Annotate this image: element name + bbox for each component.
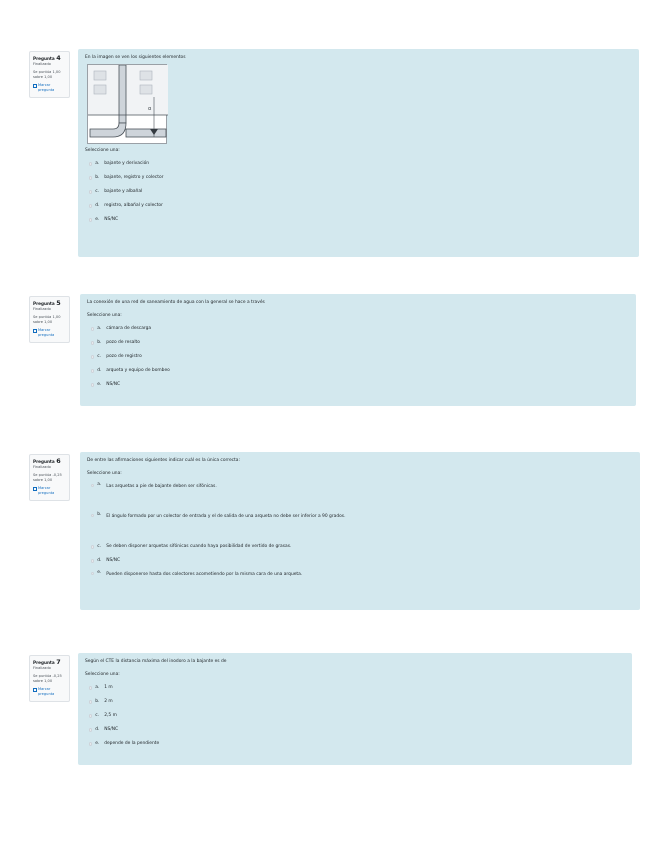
question-text: En la imagen se ven los siguientes elementos bbox=[85, 55, 186, 60]
flag-icon bbox=[33, 487, 37, 491]
question-state: Finalizado bbox=[33, 666, 51, 670]
svg-text:α: α bbox=[148, 106, 152, 112]
question-content-7 bbox=[78, 653, 632, 765]
question-state: Finalizado bbox=[33, 62, 51, 66]
answer-option-d[interactable]: d. arqueta y equipo de bombeo bbox=[87, 364, 629, 378]
question-text: Según el CTE la distancia máxima del inodoro a la bajante es de bbox=[85, 659, 227, 664]
radio-button[interactable] bbox=[91, 572, 94, 575]
answer-option-c[interactable]: c. bajante y albañal bbox=[85, 185, 632, 199]
answer-option-a[interactable]: a. bajante y derivación bbox=[85, 157, 632, 171]
answer-prompt: Seleccione una: bbox=[87, 313, 122, 318]
radio-button[interactable] bbox=[91, 559, 94, 562]
answer-option-b[interactable]: b. El ángulo formado por un colector de entrada y el de salida de una arqueta no debe ser inferior a 90 grados. bbox=[87, 510, 633, 540]
radio-button[interactable] bbox=[91, 383, 94, 386]
answer-option-a[interactable]: a. cámara de descarga bbox=[87, 322, 629, 336]
answer-option-b[interactable]: b. pozo de resalto bbox=[87, 336, 629, 350]
flag-icon bbox=[33, 84, 37, 88]
answer-option-d[interactable]: d. NS/NC bbox=[85, 723, 625, 737]
radio-button[interactable] bbox=[89, 162, 92, 165]
question-state: Finalizado bbox=[33, 307, 51, 311]
answer-option-e[interactable]: e. NS/NC bbox=[87, 378, 629, 392]
answer-prompt: Seleccione una: bbox=[85, 672, 120, 677]
answer-option-e[interactable]: e. Pueden disponerse hasta dos colectores acometiendo por la misma cara de una arqueta. bbox=[87, 568, 633, 590]
answer-option-c[interactable]: c. pozo de registro bbox=[87, 350, 629, 364]
radio-button[interactable] bbox=[89, 728, 92, 731]
question-grade: Se puntúa -0,25 sobre 1,00 bbox=[33, 473, 62, 482]
question-number: Pregunta 6 bbox=[33, 457, 61, 465]
answer-option-a[interactable]: a. Las arquetas a pie de bajante deben ser sifónicas. bbox=[87, 480, 633, 510]
answer-prompt: Seleccione una: bbox=[85, 148, 120, 153]
radio-button[interactable] bbox=[91, 341, 94, 344]
answer-option-c[interactable]: c. Se deben disponer arquetas sifónicas cuando haya posibilidad de vertido de grasas. bbox=[87, 540, 633, 554]
radio-button[interactable] bbox=[89, 176, 92, 179]
radio-button[interactable] bbox=[89, 218, 92, 221]
flag-question-link[interactable]: Marcar pregunta bbox=[33, 83, 66, 93]
question-number: Pregunta 5 bbox=[33, 299, 61, 307]
radio-button[interactable] bbox=[91, 545, 94, 548]
radio-button[interactable] bbox=[91, 369, 94, 372]
question-grade: Se puntúa 1,00 sobre 1,00 bbox=[33, 315, 61, 324]
radio-button[interactable] bbox=[91, 355, 94, 358]
answer-options bbox=[87, 480, 633, 590]
answer-options bbox=[87, 322, 629, 392]
answer-option-b[interactable]: b. bajante, registro y colector bbox=[85, 171, 632, 185]
question-text: La conexión de una red de saneamiento de agua con la general se hace a través bbox=[87, 300, 265, 305]
answer-options bbox=[85, 681, 625, 751]
answer-prompt: Seleccione una: bbox=[87, 471, 122, 476]
question-number: Pregunta 7 bbox=[33, 658, 61, 666]
radio-button[interactable] bbox=[89, 686, 92, 689]
answer-option-b[interactable]: b. 2 m bbox=[85, 695, 625, 709]
radio-button[interactable] bbox=[91, 484, 94, 487]
plumbing-diagram-image bbox=[87, 64, 167, 144]
answer-option-a[interactable]: a. 1 m bbox=[85, 681, 625, 695]
question-info-5 bbox=[29, 296, 70, 343]
question-content-5 bbox=[80, 294, 636, 406]
question-text: De entre las afirmaciones siguientes indicar cuál es la única correcta: bbox=[87, 458, 240, 463]
answer-option-d[interactable]: d. registro, albañal y colector bbox=[85, 199, 632, 213]
flag-question-link[interactable]: Marcar pregunta bbox=[33, 687, 66, 697]
radio-button[interactable] bbox=[89, 204, 92, 207]
question-info-6 bbox=[29, 454, 70, 501]
question-grade: Se puntúa 1,00 sobre 1,00 bbox=[33, 70, 61, 79]
flag-icon bbox=[33, 329, 37, 333]
answer-option-c[interactable]: c. 2,5 m bbox=[85, 709, 625, 723]
answer-option-d[interactable]: d. NS/NC bbox=[87, 554, 633, 568]
flag-question-link[interactable]: Marcar pregunta bbox=[33, 486, 66, 496]
downpipe-drawing bbox=[88, 65, 168, 145]
question-info-4 bbox=[29, 51, 70, 98]
radio-button[interactable] bbox=[91, 327, 94, 330]
radio-button[interactable] bbox=[91, 514, 94, 517]
answer-option-e[interactable]: e. NS/NC bbox=[85, 213, 632, 227]
question-grade: Se puntúa -0,25 sobre 1,00 bbox=[33, 674, 62, 683]
radio-button[interactable] bbox=[89, 742, 92, 745]
question-state: Finalizado bbox=[33, 465, 51, 469]
radio-button[interactable] bbox=[89, 700, 92, 703]
answer-options bbox=[85, 157, 632, 227]
flag-icon bbox=[33, 688, 37, 692]
radio-button[interactable] bbox=[89, 714, 92, 717]
question-content-6 bbox=[80, 452, 640, 610]
flag-question-link[interactable]: Marcar pregunta bbox=[33, 328, 66, 338]
question-content-4 bbox=[78, 49, 639, 257]
question-number: Pregunta 4 bbox=[33, 54, 61, 62]
question-info-7 bbox=[29, 655, 70, 702]
radio-button[interactable] bbox=[89, 190, 92, 193]
answer-option-e[interactable]: e. depende de la pendiente bbox=[85, 737, 625, 751]
